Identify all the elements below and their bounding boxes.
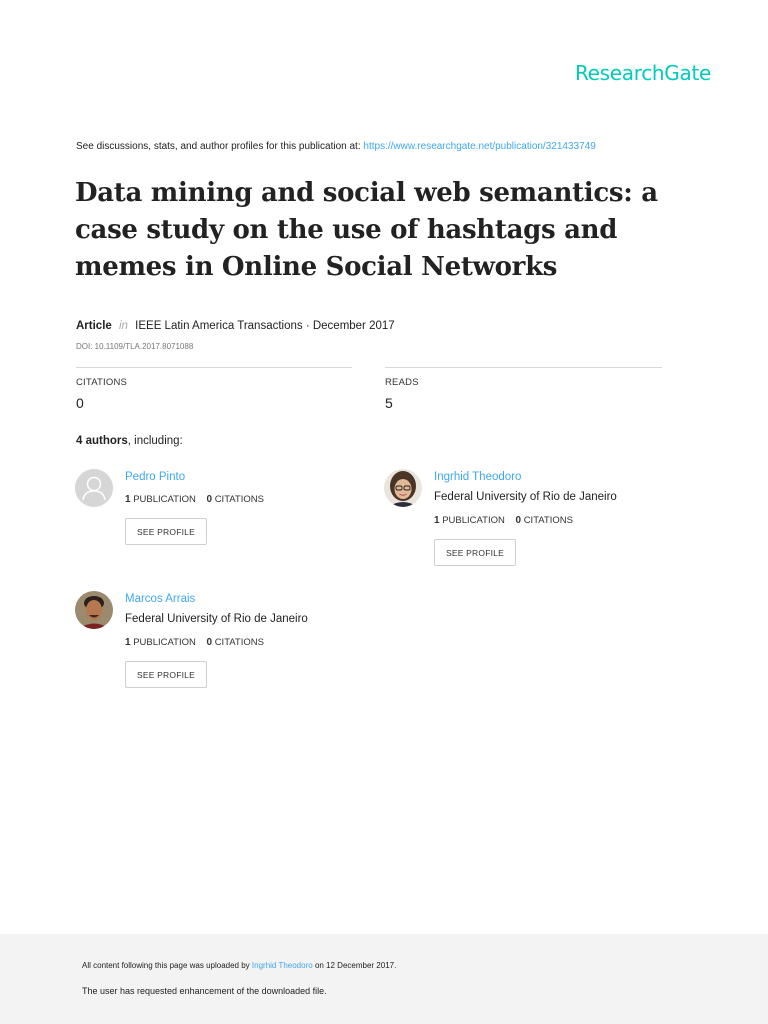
publication-title: Data mining and social web semantics: a case study on the use of hashtags and memes in Online Social Networks [75,178,658,282]
discussion-line [76,141,596,152]
citation-count: 0 [206,637,213,648]
authors-heading [76,435,183,447]
see-profile-button[interactable]: SEE PROFILE [125,518,207,545]
citation-label: CITATIONS [214,494,264,505]
publication-kind: Article [76,320,112,332]
author-name[interactable]: Pedro Pinto [125,471,186,483]
see-profile-button[interactable]: SEE PROFILE [434,539,516,566]
author-stats [125,494,264,505]
author-stats [434,515,573,526]
footer [0,934,768,1024]
enhancement-notice: The user has requested enhancement of the downloaded file. [82,986,327,996]
author-card-marcos-arrais [75,591,355,691]
citations-value: 0 [76,395,84,411]
author-name[interactable]: Marcos Arrais [125,593,196,605]
researchgate-logo[interactable]: ResearchGate [574,61,711,85]
citation-label: CITATIONS [214,637,264,648]
author-stats [125,637,264,648]
author-institution: Federal University of Rio de Janeiro [434,491,617,503]
publication-label: PUBLICATION [442,515,505,526]
publication-venue: IEEE Latin America Transactions · December 2017 [135,320,395,332]
see-profile-button[interactable]: SEE PROFILE [125,661,207,688]
citation-label: CITATIONS [523,515,573,526]
author-institution: Federal University of Rio de Janeiro [125,613,308,625]
publication-doi: DOI: 10.1109/TLA.2017.8071088 [76,342,194,351]
publication-count: 1 [125,637,131,648]
avatar-placeholder-icon[interactable] [75,469,113,507]
citation-count: 0 [515,515,522,526]
publication-count: 1 [125,494,131,505]
author-name[interactable]: Ingrhid Theodoro [434,471,522,483]
publication-label: PUBLICATION [133,494,196,505]
publication-count: 1 [434,515,440,526]
reads-label: READS [385,377,419,388]
reads-divider [385,367,662,368]
citations-label: CITATIONS [76,377,128,388]
reads-value: 5 [385,395,393,411]
publication-meta [76,320,395,332]
avatar-photo-icon[interactable] [384,469,422,507]
citation-count: 0 [206,494,213,505]
discussion-text: See discussions, stats, and author profiles for this publication at: [76,141,361,152]
citations-divider [76,367,352,368]
author-card-ingrhid-theodoro [384,469,664,569]
authors-count: 4 authors [76,435,128,447]
publication-url-link[interactable]: https://www.researchgate.net/publication/321433749 [363,141,596,152]
upload-prefix: All content following this page was uploaded by [82,961,250,970]
upload-notice [82,961,396,970]
publication-label: PUBLICATION [133,637,196,648]
authors-heading-suffix: , including: [127,435,183,447]
author-card-pedro-pinto [75,469,335,549]
in-word: in [119,320,128,332]
uploader-link[interactable]: Ingrhid Theodoro [251,961,313,970]
upload-suffix: on 12 December 2017. [314,961,397,970]
avatar-photo-icon[interactable] [75,591,113,629]
